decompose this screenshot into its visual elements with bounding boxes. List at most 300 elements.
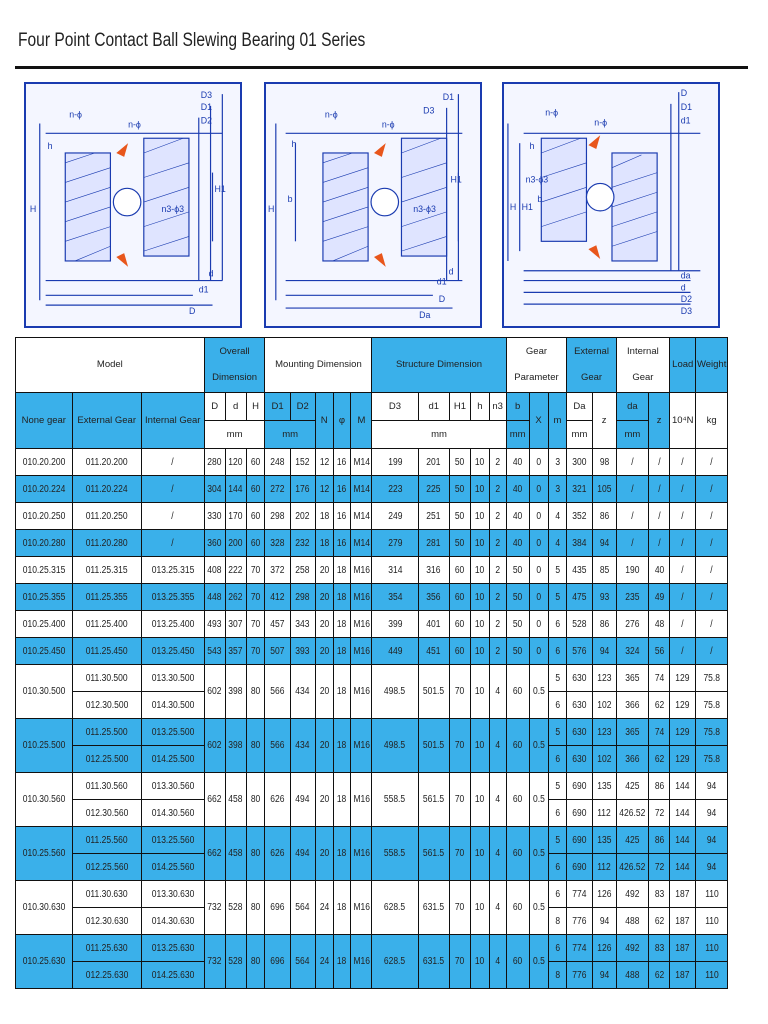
cell-b: 60: [506, 827, 529, 881]
cell-m: 5: [548, 827, 567, 854]
cell-weight: 110: [696, 881, 728, 908]
cell-da: 366: [616, 746, 649, 773]
cell-d1: 501.5: [418, 719, 449, 773]
cell-D3: 314: [372, 557, 418, 584]
cell-external-gear: 011.20.280: [72, 530, 141, 557]
cell-Da: 475: [567, 584, 592, 611]
cell-d: 222: [225, 557, 246, 584]
cell-z: 102: [592, 746, 616, 773]
cell-D3: 223: [372, 476, 418, 503]
cell-D: 732: [204, 881, 225, 935]
label-n-phi: n-ϕ: [69, 109, 82, 120]
cell-H1: 60: [449, 638, 470, 665]
cell-none-gear: 010.30.500: [16, 665, 73, 719]
cell-h: 10: [470, 557, 489, 584]
cell-weight: 110: [696, 962, 728, 989]
cell-D1: 457: [265, 611, 290, 638]
cell-Da: 300: [567, 449, 592, 476]
cell-load: /: [670, 530, 696, 557]
cell-m: 3: [548, 449, 567, 476]
cell-H: 60: [246, 503, 265, 530]
cell-phi: 18: [333, 584, 351, 611]
cell-D: 448: [204, 584, 225, 611]
cell-D2: 343: [290, 611, 315, 638]
header-load: Load: [670, 338, 696, 393]
cell-weight: 75.8: [696, 665, 728, 692]
cell-m: 4: [548, 503, 567, 530]
cell-weight: 75.8: [696, 746, 728, 773]
label-D2: D2: [680, 294, 692, 305]
cell-weight: /: [696, 611, 728, 638]
cell-d1: 281: [418, 530, 449, 557]
cell-M: M14: [351, 530, 372, 557]
cell-internal-gear: 013.25.355: [141, 584, 204, 611]
cell-N: 20: [315, 719, 333, 773]
cell-H: 60: [246, 449, 265, 476]
cell-Da: 630: [567, 692, 592, 719]
cell-z2: 62: [649, 962, 670, 989]
cell-d: 458: [225, 773, 246, 827]
header-H: H: [246, 393, 265, 421]
cell-d1: 356: [418, 584, 449, 611]
internal-gear-bearing-drawing: [504, 84, 718, 326]
cell-phi: 16: [333, 503, 351, 530]
cell-none-gear: 010.25.315: [16, 557, 73, 584]
cell-external-gear: 011.25.400: [72, 611, 141, 638]
cell-z: 126: [592, 935, 616, 962]
cell-H1: 70: [449, 935, 470, 989]
cell-x: 0: [529, 503, 548, 530]
cell-phi: 18: [333, 773, 351, 827]
cell-weight: 110: [696, 908, 728, 935]
label-H: H: [29, 203, 37, 214]
cell-H: 60: [246, 530, 265, 557]
cell-load: /: [670, 584, 696, 611]
cell-n3: 4: [489, 719, 506, 773]
cell-D3: 558.5: [372, 773, 418, 827]
cell-weight: 94: [696, 800, 728, 827]
cell-z2: 83: [649, 935, 670, 962]
header-external-gear: External Gear: [567, 338, 616, 393]
cell-z: 93: [592, 584, 616, 611]
cell-z: 94: [592, 908, 616, 935]
cell-D2: 434: [290, 665, 315, 719]
cell-internal-gear: /: [141, 530, 204, 557]
diagram-internal-gear: [502, 82, 720, 328]
cell-n3: 2: [489, 476, 506, 503]
cell-h: 10: [470, 827, 489, 881]
cell-D: 543: [204, 638, 225, 665]
label-d: d: [448, 266, 454, 277]
label-D: D: [188, 305, 196, 316]
cell-D1: 626: [265, 773, 290, 827]
cell-Da: 352: [567, 503, 592, 530]
cell-z2: /: [649, 530, 670, 557]
cell-none-gear: 010.20.200: [16, 449, 73, 476]
cell-h: 10: [470, 935, 489, 989]
cell-H: 80: [246, 773, 265, 827]
cell-z2: /: [649, 503, 670, 530]
cell-phi: 18: [333, 935, 351, 989]
cell-weight: 94: [696, 827, 728, 854]
header-h: h: [470, 393, 489, 421]
external-gear-bearing-drawing: [266, 84, 480, 326]
table-row: [16, 611, 728, 638]
cell-external-gear: 011.30.500: [72, 665, 141, 692]
cell-da: 324: [616, 638, 649, 665]
cell-x: 0: [529, 530, 548, 557]
cell-da: 425: [616, 827, 649, 854]
cell-internal-gear: 014.25.560: [141, 854, 204, 881]
cell-D: 602: [204, 665, 225, 719]
page-title: Four Point Contact Ball Slewing Bearing 01 Series: [18, 30, 366, 51]
cell-H: 70: [246, 611, 265, 638]
cell-D3: 249: [372, 503, 418, 530]
cell-N: 20: [315, 611, 333, 638]
cell-load: 187: [670, 881, 696, 908]
cell-D: 662: [204, 827, 225, 881]
cell-external-gear: 011.25.315: [72, 557, 141, 584]
cell-b: 40: [506, 476, 529, 503]
cell-weight: /: [696, 530, 728, 557]
cell-N: 18: [315, 530, 333, 557]
cell-none-gear: 010.25.630: [16, 935, 73, 989]
specification-table: [15, 337, 728, 989]
cell-n3: 2: [489, 530, 506, 557]
cell-D2: 258: [290, 557, 315, 584]
cell-da: 488: [616, 908, 649, 935]
cell-M: M16: [351, 584, 372, 611]
table-row: [16, 584, 728, 611]
cell-external-gear: 011.20.200: [72, 449, 141, 476]
cell-phi: 18: [333, 881, 351, 935]
cell-H1: 70: [449, 773, 470, 827]
label-n-phi: n-ϕ: [324, 109, 338, 120]
cell-external-gear: 011.25.560: [72, 827, 141, 854]
label-b: b: [287, 194, 293, 205]
header-N: N: [315, 393, 333, 449]
cell-load: 144: [670, 827, 696, 854]
cell-load: /: [670, 611, 696, 638]
cell-internal-gear: 013.25.500: [141, 719, 204, 746]
cell-d: 398: [225, 719, 246, 773]
cell-N: 18: [315, 503, 333, 530]
cell-b: 60: [506, 935, 529, 989]
cell-m: 6: [548, 638, 567, 665]
cell-x: 0.5: [529, 935, 548, 989]
cell-d: 357: [225, 638, 246, 665]
cell-D1: 272: [265, 476, 290, 503]
cell-x: 0.5: [529, 665, 548, 719]
cell-H1: 70: [449, 665, 470, 719]
cell-external-gear: 012.30.630: [72, 908, 141, 935]
cell-none-gear: 010.25.450: [16, 638, 73, 665]
unit-mm-b: mm: [506, 421, 529, 449]
cell-D1: 412: [265, 584, 290, 611]
cell-Da: 690: [567, 827, 592, 854]
header-D1: D1: [265, 393, 290, 421]
cell-weight: /: [696, 503, 728, 530]
header-H1: H1: [449, 393, 470, 421]
cell-n3: 4: [489, 773, 506, 827]
cell-da: 366: [616, 692, 649, 719]
header-row-groups: [16, 338, 728, 393]
cell-internal-gear: 013.25.560: [141, 827, 204, 854]
cell-z2: 74: [649, 719, 670, 746]
cell-z2: 48: [649, 611, 670, 638]
cell-z2: 72: [649, 800, 670, 827]
cell-D1: 566: [265, 719, 290, 773]
cell-h: 10: [470, 530, 489, 557]
unit-mm-external: mm: [567, 421, 592, 449]
label-da: da: [680, 270, 691, 281]
cell-d1: 201: [418, 449, 449, 476]
cell-z: 135: [592, 773, 616, 800]
cell-z2: 40: [649, 557, 670, 584]
cell-M: M16: [351, 719, 372, 773]
cell-n3: 2: [489, 503, 506, 530]
cell-z: 85: [592, 557, 616, 584]
label-n-phi: n-ϕ: [545, 107, 559, 118]
header-D2: D2: [290, 393, 315, 421]
cell-Da: 321: [567, 476, 592, 503]
cell-h: 10: [470, 503, 489, 530]
cell-D: 493: [204, 611, 225, 638]
cell-H: 80: [246, 827, 265, 881]
cell-z: 86: [592, 503, 616, 530]
cell-z: 112: [592, 854, 616, 881]
table-row: [16, 827, 728, 854]
cell-H: 70: [246, 584, 265, 611]
cell-D2: 176: [290, 476, 315, 503]
cell-z2: 72: [649, 854, 670, 881]
header-Da: Da: [567, 393, 592, 421]
cell-Da: 690: [567, 773, 592, 800]
cell-Da: 690: [567, 854, 592, 881]
cell-Da: 384: [567, 530, 592, 557]
label-D3: D3: [680, 305, 692, 316]
cell-H1: 50: [449, 476, 470, 503]
cell-D3: 279: [372, 530, 418, 557]
cell-h: 10: [470, 638, 489, 665]
cell-phi: 18: [333, 611, 351, 638]
cell-internal-gear: 014.30.630: [141, 908, 204, 935]
cell-m: 5: [548, 584, 567, 611]
cell-Da: 774: [567, 881, 592, 908]
cell-x: 0.5: [529, 719, 548, 773]
cell-z: 94: [592, 638, 616, 665]
cell-z: 123: [592, 719, 616, 746]
cell-D1: 372: [265, 557, 290, 584]
cell-d1: 561.5: [418, 773, 449, 827]
cell-x: 0: [529, 449, 548, 476]
cell-m: 6: [548, 881, 567, 908]
cell-D2: 393: [290, 638, 315, 665]
label-H1: H1: [214, 184, 226, 195]
cell-d1: 251: [418, 503, 449, 530]
cell-D1: 248: [265, 449, 290, 476]
label-n-phi-2: n-ϕ: [381, 119, 395, 130]
cell-d1: 631.5: [418, 881, 449, 935]
cell-none-gear: 010.20.224: [16, 476, 73, 503]
cell-d: 458: [225, 827, 246, 881]
cell-H1: 70: [449, 719, 470, 773]
cell-N: 24: [315, 881, 333, 935]
cell-z2: 83: [649, 881, 670, 908]
label-n3-phi3: n3-ϕ3: [525, 174, 549, 185]
header-none-gear: None gear: [16, 393, 73, 449]
cell-external-gear: 011.25.630: [72, 935, 141, 962]
table-row: [16, 719, 728, 746]
cell-load: 129: [670, 692, 696, 719]
cell-H1: 60: [449, 584, 470, 611]
cell-m: 4: [548, 530, 567, 557]
cell-D1: 298: [265, 503, 290, 530]
cell-M: M16: [351, 557, 372, 584]
cell-load: 187: [670, 935, 696, 962]
cell-external-gear: 011.25.355: [72, 584, 141, 611]
cell-d1: 451: [418, 638, 449, 665]
diagram-none-gear: [24, 82, 242, 328]
cell-none-gear: 010.30.560: [16, 773, 73, 827]
cell-internal-gear: 014.30.560: [141, 800, 204, 827]
cell-z: 112: [592, 800, 616, 827]
cell-weight: /: [696, 476, 728, 503]
cell-D3: 199: [372, 449, 418, 476]
unit-mm-mounting: mm: [265, 421, 315, 449]
cell-load: 129: [670, 746, 696, 773]
cell-z2: /: [649, 449, 670, 476]
table-row: [16, 449, 728, 476]
cell-d1: 225: [418, 476, 449, 503]
cell-D3: 498.5: [372, 665, 418, 719]
cell-H1: 60: [449, 557, 470, 584]
cell-H: 70: [246, 557, 265, 584]
header-d1: d1: [418, 393, 449, 421]
header-d: d: [225, 393, 246, 421]
cell-m: 8: [548, 908, 567, 935]
cell-external-gear: 011.25.500: [72, 719, 141, 746]
label-D1: D1: [200, 101, 213, 112]
cell-Da: 690: [567, 800, 592, 827]
label-h: h: [47, 141, 53, 152]
cell-z2: 56: [649, 638, 670, 665]
cell-none-gear: 010.25.355: [16, 584, 73, 611]
cell-none-gear: 010.25.400: [16, 611, 73, 638]
cell-phi: 16: [333, 476, 351, 503]
cell-h: 10: [470, 476, 489, 503]
cell-n3: 2: [489, 584, 506, 611]
cell-load: /: [670, 638, 696, 665]
header-overall: Overall Dimension: [204, 338, 265, 393]
cell-b: 60: [506, 665, 529, 719]
header-kg: kg: [696, 393, 728, 449]
cell-load: 144: [670, 773, 696, 800]
unit-mm-structure: mm: [372, 421, 506, 449]
header-internal-gear-col: Internal Gear: [141, 393, 204, 449]
label-H: H: [509, 201, 517, 212]
cell-weight: 110: [696, 935, 728, 962]
cell-external-gear: 011.30.560: [72, 773, 141, 800]
cell-D3: 628.5: [372, 935, 418, 989]
cell-h: 10: [470, 773, 489, 827]
cell-load: /: [670, 557, 696, 584]
cell-da: 365: [616, 719, 649, 746]
cell-M: M14: [351, 503, 372, 530]
cell-z2: 49: [649, 584, 670, 611]
cell-load: 144: [670, 800, 696, 827]
cell-z: 86: [592, 611, 616, 638]
cell-internal-gear: 013.25.630: [141, 935, 204, 962]
cell-z2: 62: [649, 908, 670, 935]
cell-h: 10: [470, 611, 489, 638]
cell-m: 8: [548, 962, 567, 989]
cell-H: 80: [246, 881, 265, 935]
cell-h: 10: [470, 665, 489, 719]
cell-external-gear: 011.25.450: [72, 638, 141, 665]
cell-D: 662: [204, 773, 225, 827]
label-H1: H1: [521, 201, 533, 212]
cell-m: 6: [548, 935, 567, 962]
cell-d: 144: [225, 476, 246, 503]
header-M: M: [351, 393, 372, 449]
cell-H1: 60: [449, 611, 470, 638]
cell-M: M16: [351, 827, 372, 881]
cell-z2: 86: [649, 773, 670, 800]
cell-N: 24: [315, 935, 333, 989]
label-D3: D3: [423, 105, 435, 116]
title-divider: [15, 66, 748, 69]
cell-D1: 696: [265, 881, 290, 935]
cell-load: 187: [670, 962, 696, 989]
cell-b: 50: [506, 638, 529, 665]
table-row: [16, 557, 728, 584]
cell-D1: 328: [265, 530, 290, 557]
cell-da: /: [616, 476, 649, 503]
cell-n3: 2: [489, 611, 506, 638]
cell-b: 40: [506, 530, 529, 557]
cell-internal-gear: /: [141, 476, 204, 503]
cell-phi: 18: [333, 638, 351, 665]
label-D1: D1: [442, 91, 454, 102]
cell-d1: 501.5: [418, 665, 449, 719]
header-D: D: [204, 393, 225, 421]
cell-none-gear: 010.30.630: [16, 881, 73, 935]
cell-weight: /: [696, 449, 728, 476]
header-internal-gear: Internal Gear: [616, 338, 669, 393]
cell-internal-gear: 013.30.560: [141, 773, 204, 800]
cell-D3: 449: [372, 638, 418, 665]
unit-mm-internal: mm: [616, 421, 649, 449]
cell-n3: 4: [489, 827, 506, 881]
cell-da: 426.52: [616, 854, 649, 881]
label-H: H: [267, 203, 275, 214]
cell-da: /: [616, 503, 649, 530]
cell-m: 5: [548, 773, 567, 800]
cell-M: M16: [351, 611, 372, 638]
cell-N: 20: [315, 557, 333, 584]
cell-load: 187: [670, 908, 696, 935]
cell-N: 20: [315, 827, 333, 881]
header-phi: φ: [333, 393, 351, 449]
cell-x: 0: [529, 476, 548, 503]
cell-weight: 75.8: [696, 692, 728, 719]
cell-load: /: [670, 449, 696, 476]
cell-H1: 50: [449, 449, 470, 476]
cell-D1: 626: [265, 827, 290, 881]
cell-phi: 18: [333, 665, 351, 719]
cell-weight: /: [696, 557, 728, 584]
